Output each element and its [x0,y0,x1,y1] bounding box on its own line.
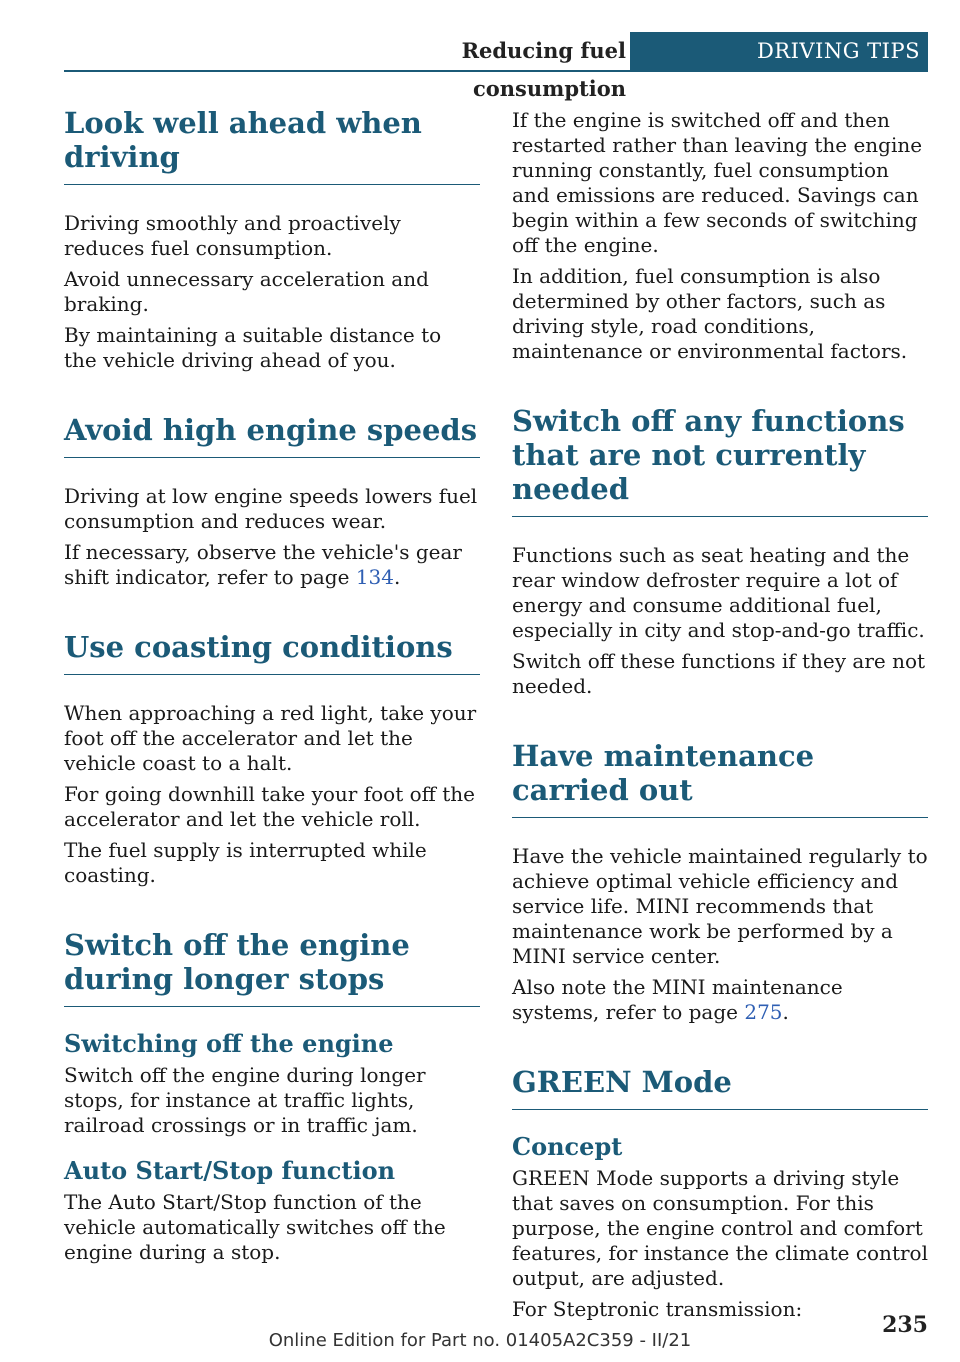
paragraph-gear-shift: If necessary, observe the vehicle's gear shift indicator, refer to page 134. [64,540,462,589]
subheading-concept: Concept [512,1132,623,1161]
paragraph: Switch off the engine during longer stops, for instance at traffic lights, railroad crossings or in traffic jam. [64,1063,426,1137]
subheading-switching-off: Switching off the engine [64,1029,394,1058]
heading-maintenance: Have maintenance carried out [512,739,928,818]
page-number: 235 [882,1312,928,1338]
paragraph: Switch off these functions if they are not needed. [512,649,926,698]
paragraph: Functions such as seat heating and the rear window defroster require a lot of energy and consume additional fuel, especially in city and stop-and-go traffic. [512,543,925,642]
paragraph: By maintaining a suitable distance to the vehicle driving ahead of you. [64,323,442,372]
paragraph-maintenance-systems: Also note the MINI maintenance systems, refer to page 275. [512,975,843,1024]
page-link-275[interactable]: 275 [744,1000,783,1024]
subheading-auto-start-stop: Auto Start/Stop function [64,1156,396,1185]
heading-engine-speeds: Avoid high engine speeds [64,413,480,458]
paragraph: The Auto Start/Stop function of the vehicle automatically switches off the engine during a stop. [64,1190,446,1264]
paragraph: In addition, fuel consumption is also determined by other factors, such as driving style, road conditions, maintenance or environmental factors. [512,264,908,363]
right-column [512,100,928,1322]
paragraph: Have the vehicle maintained regularly to achieve optimal vehicle efficiency and service life. MINI recommends that maintenance work be performed by a MINI service center. [512,844,928,968]
running-header-section: Reducing fuel consumption [461,38,626,101]
left-column [64,100,480,1265]
paragraph: Driving at low engine speeds lowers fuel consumption and reduces wear. [64,484,478,533]
paragraph: GREEN Mode supports a driving style that saves on consumption. For this purpose, the engine control and comfort features, for instance the climate control output, are adjusted. [512,1166,928,1290]
paragraph: For Steptronic transmission: [512,1297,803,1321]
paragraph: Avoid unnecessary acceleration and braking. [64,267,429,316]
heading-longer-stops: Switch off the engine during longer stops [64,928,480,1007]
heading-look-ahead: Look well ahead when driving [64,106,480,185]
edition-footer: Online Edition for Part no. 01405A2C359 - II/21 [268,1330,692,1351]
heading-coasting: Use coasting conditions [64,630,480,675]
heading-functions: Switch off any functions that are not currently needed [512,404,928,517]
page-link-134[interactable]: 134 [355,565,394,589]
running-header-chapter: DRIVING TIPS [630,32,928,70]
heading-green-mode: GREEN Mode [512,1065,928,1110]
paragraph: The fuel supply is interrupted while coasting. [64,838,427,887]
paragraph: If the engine is switched off and then restarted rather than leaving the engine running constantly, fuel consumption and emissions are reduced. Savings can begin within a few seconds of switching off the engine. [512,108,923,257]
header-rule [64,70,928,72]
paragraph: Driving smoothly and proactively reduces fuel consumption. [64,211,401,260]
paragraph: When approaching a red light, take your foot off the accelerator and let the vehicle coast to a halt. [64,701,477,775]
paragraph: For going downhill take your foot off the accelerator and let the vehicle roll. [64,782,475,831]
